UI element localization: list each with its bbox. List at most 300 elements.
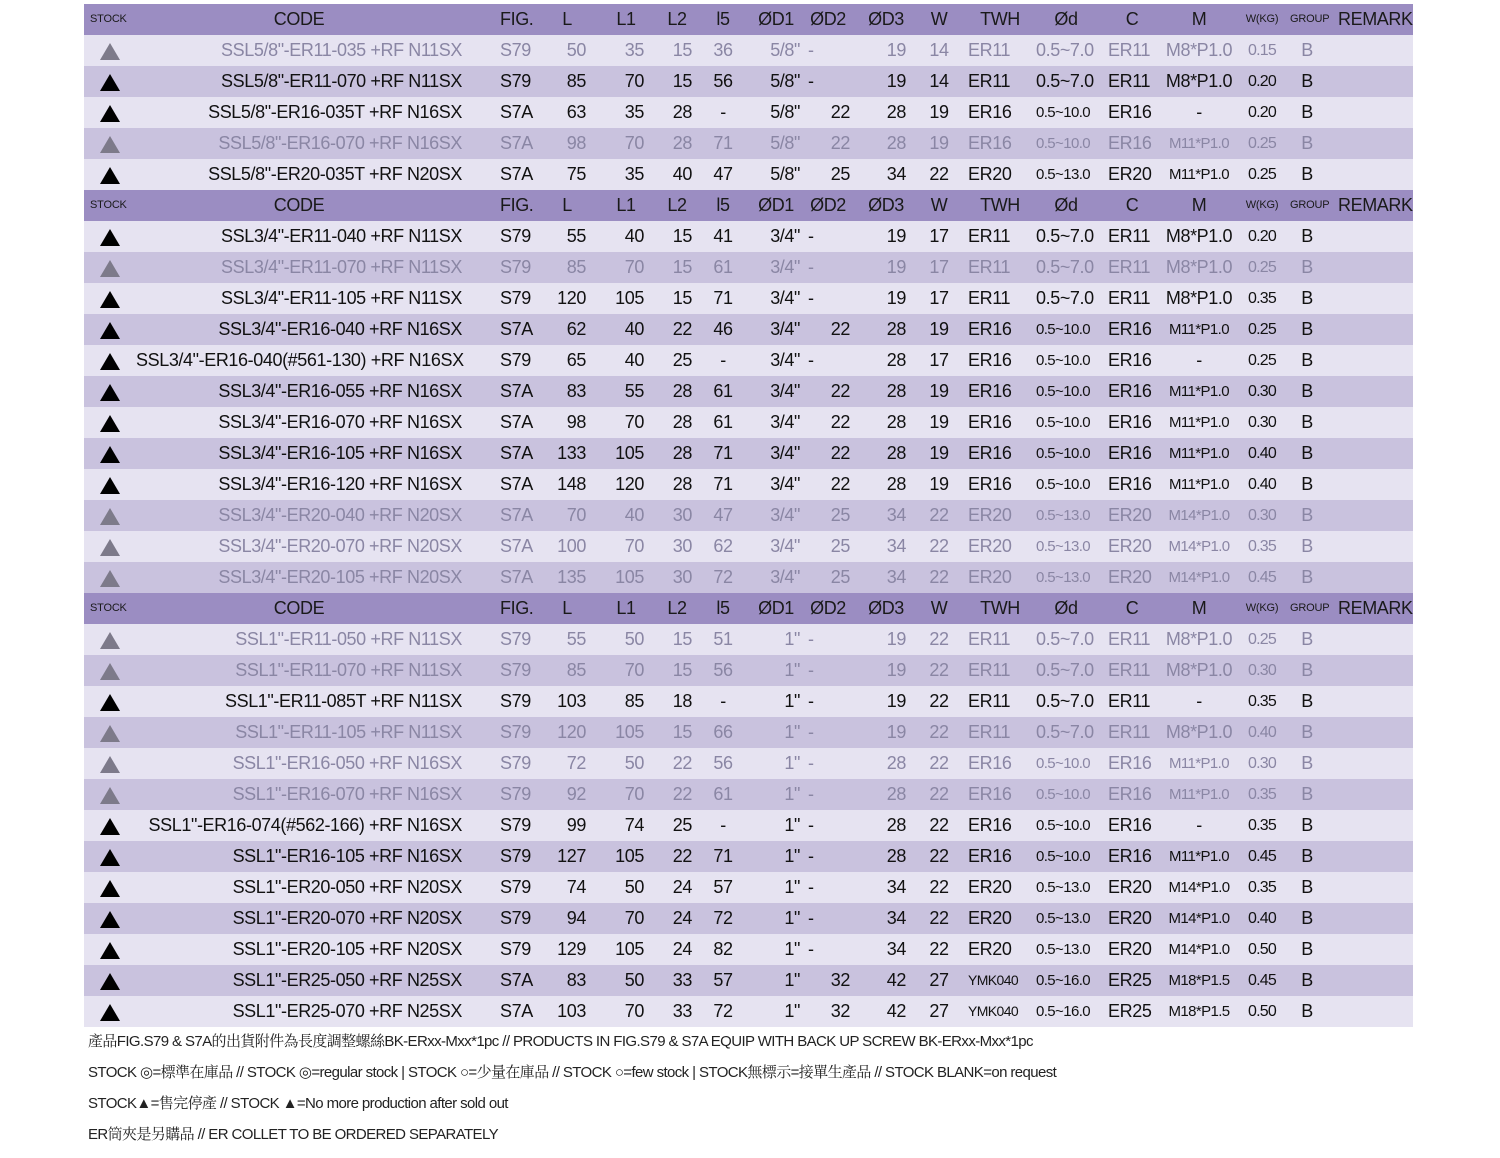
cell-w: 22 <box>929 164 949 184</box>
cell-m: M18*P1.5 <box>1168 972 1230 989</box>
table-row <box>84 655 1413 686</box>
cell-l1: 74 <box>624 815 644 835</box>
table-row <box>84 314 1413 345</box>
cell-fig: S79 <box>500 908 531 928</box>
cell-stock <box>84 686 136 717</box>
cell-l1: 35 <box>624 40 644 60</box>
cell-fig: S7A <box>500 443 533 463</box>
cell-group: B <box>1301 40 1313 60</box>
cell-d: 0.5~16.0 <box>1036 972 1091 989</box>
cell-l2: 24 <box>672 939 692 959</box>
cell-c: ER20 <box>1108 164 1152 184</box>
cell-l5: 66 <box>713 722 733 742</box>
cell-l: 98 <box>566 412 586 432</box>
cell-code: SSL1"-ER11-070 +RF N11SX <box>235 660 462 680</box>
cell-l1: 70 <box>624 257 644 277</box>
cell-d1: 1" <box>784 815 800 835</box>
cell-weight: 0.35 <box>1248 290 1276 307</box>
cell-w: 19 <box>929 133 949 153</box>
cell-d1: 3/4" <box>770 381 800 401</box>
cell-d3: 28 <box>886 474 906 494</box>
cell-m: M11*P1.0 <box>1169 445 1229 462</box>
cell-m: M8*P1.0 <box>1165 226 1233 246</box>
cell-l1: 35 <box>624 102 644 122</box>
cell-m: M11*P1.0 <box>1169 383 1229 400</box>
cell-group: B <box>1301 722 1313 742</box>
cell-stock <box>84 748 136 779</box>
cell-weight: 0.20 <box>1248 228 1276 245</box>
cell-twh: ER20 <box>968 567 1012 587</box>
cell-c: ER20 <box>1108 939 1152 959</box>
note-line: 產品FIG.S79 & S7A的出貨附件為長度調整螺絲BK-ERxx-Mxx*1pc // PRODUCTS IN FIG.S79 & S7A EQUIP WITH BACK UP SCREW BK-ERxx-Mxx*1pc <box>88 1033 1033 1050</box>
cell-d3: 42 <box>886 970 906 990</box>
header-code: CODE <box>273 9 325 29</box>
cell-l: 72 <box>566 753 586 773</box>
cell-twh: ER16 <box>968 815 1012 835</box>
table-row <box>84 686 1413 717</box>
cell-d1: 3/4" <box>770 412 800 432</box>
cell-code: SSL1"-ER16-070 +RF N16SX <box>232 784 462 804</box>
cell-l2: 25 <box>672 350 692 370</box>
cell-d: 0.5~7.0 <box>1036 629 1094 649</box>
cell-d3: 34 <box>886 567 906 587</box>
cell-w: 17 <box>929 257 949 277</box>
table-row <box>84 996 1413 1027</box>
cell-d2: - <box>808 660 814 680</box>
cell-fig: S79 <box>500 691 531 711</box>
header-group: GROUP <box>1290 602 1330 614</box>
cell-group: B <box>1301 71 1313 91</box>
cell-group: B <box>1301 877 1313 897</box>
triangle-icon <box>100 818 120 835</box>
triangle-icon <box>100 725 120 742</box>
cell-w: 22 <box>929 846 949 866</box>
triangle-icon <box>100 880 120 897</box>
cell-d: 0.5~13.0 <box>1036 910 1091 927</box>
cell-weight: 0.30 <box>1248 507 1276 524</box>
cell-c: ER16 <box>1108 784 1152 804</box>
cell-l: 63 <box>566 102 586 122</box>
header-stock: STOCK <box>90 13 127 25</box>
table-row <box>84 438 1413 469</box>
cell-d: 0.5~10.0 <box>1036 445 1091 462</box>
cell-stock <box>84 35 136 66</box>
note-line: STOCK ◎=標準在庫品 // STOCK ◎=regular stock | STOCK ○=少量在庫品 // STOCK ○=few stock | STOCK無標示=接單生產品 // STOCK BLANK=on request <box>88 1064 1057 1081</box>
cell-l2: 15 <box>672 40 692 60</box>
cell-stock <box>84 903 136 934</box>
cell-d2: 25 <box>830 567 850 587</box>
cell-d2: - <box>808 815 814 835</box>
cell-l2: 28 <box>672 412 692 432</box>
cell-d: 0.5~7.0 <box>1036 288 1094 308</box>
header-fig: FIG. <box>500 195 534 215</box>
cell-l1: 70 <box>624 1001 644 1021</box>
triangle-icon <box>100 663 120 680</box>
cell-d1: 3/4" <box>770 350 800 370</box>
cell-l1: 105 <box>615 939 644 959</box>
cell-l1: 40 <box>624 505 644 525</box>
cell-group: B <box>1301 474 1313 494</box>
cell-group: B <box>1301 815 1313 835</box>
cell-weight: 0.40 <box>1248 445 1276 462</box>
cell-weight: 0.30 <box>1248 414 1276 431</box>
header-l5: l5 <box>716 9 730 29</box>
cell-code: SSL1"-ER11-105 +RF N11SX <box>235 722 462 742</box>
cell-stock <box>84 376 136 407</box>
cell-l: 65 <box>566 350 586 370</box>
cell-d3: 28 <box>886 846 906 866</box>
cell-l5: 61 <box>713 784 733 804</box>
cell-c: ER16 <box>1108 815 1152 835</box>
cell-d1: 1" <box>784 660 800 680</box>
cell-d1: 3/4" <box>770 226 800 246</box>
cell-twh: ER16 <box>968 133 1012 153</box>
cell-fig: S79 <box>500 660 531 680</box>
cell-weight: 0.35 <box>1248 786 1276 803</box>
triangle-icon <box>100 353 120 370</box>
cell-l5: 57 <box>713 877 733 897</box>
triangle-icon <box>100 849 120 866</box>
cell-d1: 1" <box>784 722 800 742</box>
cell-stock <box>84 872 136 903</box>
table-row <box>84 35 1413 66</box>
cell-d1: 3/4" <box>770 505 800 525</box>
table-row <box>84 345 1413 376</box>
cell-stock <box>84 841 136 872</box>
cell-l5: 72 <box>713 908 733 928</box>
table-row <box>84 221 1413 252</box>
cell-d3: 34 <box>886 505 906 525</box>
cell-d3: 19 <box>886 71 906 91</box>
cell-fig: S7A <box>500 474 533 494</box>
cell-d2: - <box>808 71 814 91</box>
table-header-row <box>84 593 1413 624</box>
cell-l: 98 <box>566 133 586 153</box>
cell-stock <box>84 159 136 190</box>
cell-w: 22 <box>929 722 949 742</box>
cell-twh: ER11 <box>968 629 1011 649</box>
cell-m: M8*P1.0 <box>1165 71 1233 91</box>
cell-d1: 1" <box>784 970 800 990</box>
cell-w: 19 <box>929 443 949 463</box>
cell-twh: ER16 <box>968 412 1012 432</box>
cell-d2: - <box>808 350 814 370</box>
header-d3: ØD3 <box>868 195 904 215</box>
cell-c: ER11 <box>1108 257 1151 277</box>
cell-stock <box>84 934 136 965</box>
header-d2: ØD2 <box>810 598 846 618</box>
table-row <box>84 872 1413 903</box>
cell-w: 22 <box>929 939 949 959</box>
cell-l2: 15 <box>672 660 692 680</box>
cell-d1: 5/8" <box>770 40 800 60</box>
cell-stock <box>84 965 136 996</box>
triangle-icon <box>100 787 120 804</box>
cell-m: M11*P1.0 <box>1169 848 1229 865</box>
cell-l: 103 <box>557 1001 586 1021</box>
cell-d3: 42 <box>886 1001 906 1021</box>
cell-m: M18*P1.5 <box>1168 1003 1230 1020</box>
cell-l5: 56 <box>713 753 733 773</box>
cell-fig: S7A <box>500 164 533 184</box>
cell-code: SSL1"-ER16-050 +RF N16SX <box>232 753 462 773</box>
triangle-icon <box>100 43 120 60</box>
cell-code: SSL3/4"-ER16-105 +RF N16SX <box>218 443 462 463</box>
cell-l: 55 <box>566 629 586 649</box>
header-weight: W(KG) <box>1245 13 1279 25</box>
cell-l1: 40 <box>624 226 644 246</box>
cell-fig: S79 <box>500 629 531 649</box>
header-l5: l5 <box>716 598 730 618</box>
cell-m: M14*P1.0 <box>1168 941 1230 958</box>
cell-l5: 71 <box>713 288 733 308</box>
triangle-icon <box>100 446 120 463</box>
header-d: Ød <box>1054 9 1078 29</box>
cell-l5: - <box>720 350 726 370</box>
cell-l2: 33 <box>672 1001 692 1021</box>
cell-d1: 1" <box>784 877 800 897</box>
header-m: M <box>1191 9 1207 29</box>
cell-d3: 28 <box>886 319 906 339</box>
cell-l2: 22 <box>672 846 692 866</box>
cell-l2: 30 <box>672 567 692 587</box>
cell-d: 0.5~10.0 <box>1036 414 1091 431</box>
cell-l2: 24 <box>672 908 692 928</box>
cell-m: M8*P1.0 <box>1165 288 1233 308</box>
cell-fig: S79 <box>500 815 531 835</box>
cell-d1: 5/8" <box>770 71 800 91</box>
cell-d1: 5/8" <box>770 102 800 122</box>
header-group: GROUP <box>1290 199 1330 211</box>
cell-w: 22 <box>929 815 949 835</box>
cell-c: ER20 <box>1108 567 1152 587</box>
cell-twh: ER11 <box>968 226 1011 246</box>
cell-group: B <box>1301 1001 1313 1021</box>
cell-twh: ER20 <box>968 536 1012 556</box>
cell-l: 74 <box>566 877 586 897</box>
cell-stock <box>84 314 136 345</box>
cell-l: 94 <box>566 908 586 928</box>
cell-w: 22 <box>929 691 949 711</box>
cell-m: - <box>1196 350 1202 370</box>
cell-twh: ER11 <box>968 722 1011 742</box>
cell-weight: 0.35 <box>1248 879 1276 896</box>
cell-fig: S7A <box>500 319 533 339</box>
cell-l2: 15 <box>672 226 692 246</box>
cell-d: 0.5~10.0 <box>1036 104 1091 121</box>
cell-twh: ER20 <box>968 908 1012 928</box>
cell-d2: 22 <box>830 474 850 494</box>
cell-d1: 1" <box>784 846 800 866</box>
cell-l2: 28 <box>672 381 692 401</box>
cell-d2: - <box>808 226 814 246</box>
cell-fig: S79 <box>500 71 531 91</box>
cell-d2: 25 <box>830 505 850 525</box>
cell-l5: 71 <box>713 133 733 153</box>
cell-l5: 47 <box>713 505 733 525</box>
cell-fig: S7A <box>500 536 533 556</box>
cell-m: M14*P1.0 <box>1168 910 1230 927</box>
cell-l1: 70 <box>624 536 644 556</box>
cell-stock <box>84 252 136 283</box>
cell-l: 85 <box>566 257 586 277</box>
cell-l5: 56 <box>713 660 733 680</box>
cell-l5: 61 <box>713 412 733 432</box>
header-d3: ØD3 <box>868 598 904 618</box>
cell-l2: 40 <box>672 164 692 184</box>
cell-l1: 50 <box>624 877 644 897</box>
cell-w: 17 <box>929 226 949 246</box>
cell-d: 0.5~7.0 <box>1036 71 1094 91</box>
triangle-icon <box>100 756 120 773</box>
header-d1: ØD1 <box>758 598 794 618</box>
cell-l5: 51 <box>713 629 733 649</box>
cell-l5: 82 <box>713 939 733 959</box>
cell-l5: 56 <box>713 71 733 91</box>
cell-fig: S7A <box>500 102 533 122</box>
cell-group: B <box>1301 536 1313 556</box>
cell-code: SSL3/4"-ER11-040 +RF N11SX <box>221 226 462 246</box>
cell-c: ER16 <box>1108 753 1152 773</box>
cell-stock <box>84 500 136 531</box>
header-fig: FIG. <box>500 9 534 29</box>
cell-c: ER16 <box>1108 443 1152 463</box>
cell-l2: 30 <box>672 536 692 556</box>
cell-l2: 33 <box>672 970 692 990</box>
table-row <box>84 159 1413 190</box>
header-l2: L2 <box>667 195 687 215</box>
cell-d1: 1" <box>784 939 800 959</box>
cell-fig: S7A <box>500 970 533 990</box>
header-w: W <box>930 598 948 618</box>
triangle-icon <box>100 136 120 153</box>
cell-group: B <box>1301 288 1313 308</box>
cell-l5: 46 <box>713 319 733 339</box>
cell-d2: - <box>808 877 814 897</box>
cell-w: 19 <box>929 102 949 122</box>
cell-c: ER11 <box>1108 629 1151 649</box>
cell-fig: S79 <box>500 226 531 246</box>
cell-d3: 34 <box>886 536 906 556</box>
cell-l1: 120 <box>615 474 644 494</box>
cell-group: B <box>1301 970 1313 990</box>
cell-twh: ER16 <box>968 350 1012 370</box>
cell-group: B <box>1301 660 1313 680</box>
cell-d2: - <box>808 753 814 773</box>
cell-code: SSL1"-ER20-105 +RF N20SX <box>232 939 462 959</box>
cell-weight: 0.20 <box>1248 73 1276 90</box>
cell-l2: 22 <box>672 753 692 773</box>
cell-c: ER20 <box>1108 536 1152 556</box>
cell-l1: 105 <box>615 567 644 587</box>
cell-l: 75 <box>566 164 586 184</box>
cell-weight: 0.35 <box>1248 817 1276 834</box>
table-row <box>84 717 1413 748</box>
cell-weight: 0.25 <box>1248 321 1276 338</box>
cell-d2: 22 <box>830 381 850 401</box>
cell-l1: 70 <box>624 412 644 432</box>
cell-code: SSL1"-ER25-070 +RF N25SX <box>232 1001 462 1021</box>
cell-d: 0.5~13.0 <box>1036 166 1091 183</box>
cell-d3: 19 <box>886 40 906 60</box>
header-w: W <box>930 9 948 29</box>
cell-w: 19 <box>929 474 949 494</box>
header-remark: REMARK <box>1338 598 1413 618</box>
cell-l5: 72 <box>713 1001 733 1021</box>
header-c: C <box>1125 9 1139 29</box>
cell-weight: 0.15 <box>1248 42 1276 59</box>
cell-m: M11*P1.0 <box>1169 476 1229 493</box>
triangle-icon <box>100 1004 120 1021</box>
cell-d3: 28 <box>886 443 906 463</box>
cell-d2: 22 <box>830 412 850 432</box>
cell-l5: 71 <box>713 443 733 463</box>
cell-w: 14 <box>929 40 949 60</box>
cell-d3: 19 <box>886 226 906 246</box>
cell-weight: 0.50 <box>1248 1003 1276 1020</box>
header-l2: L2 <box>667 9 687 29</box>
cell-l2: 28 <box>672 133 692 153</box>
cell-code: SSL5/8"-ER16-035T +RF N16SX <box>208 102 462 122</box>
cell-d: 0.5~10.0 <box>1036 383 1091 400</box>
cell-m: M11*P1.0 <box>1169 414 1229 431</box>
cell-code: SSL1"-ER20-070 +RF N20SX <box>232 908 462 928</box>
table-row <box>84 66 1413 97</box>
cell-code: SSL3/4"-ER16-040(#561-130) +RF N16SX <box>136 350 464 370</box>
cell-code: SSL3/4"-ER16-120 +RF N16SX <box>218 474 462 494</box>
cell-twh: ER11 <box>968 288 1011 308</box>
cell-l5: - <box>720 815 726 835</box>
cell-fig: S7A <box>500 412 533 432</box>
table-row <box>84 283 1413 314</box>
cell-weight: 0.20 <box>1248 104 1276 121</box>
cell-group: B <box>1301 846 1313 866</box>
cell-c: ER25 <box>1108 1001 1152 1021</box>
cell-code: SSL3/4"-ER11-070 +RF N11SX <box>221 257 462 277</box>
cell-group: B <box>1301 412 1313 432</box>
cell-m: M14*P1.0 <box>1168 538 1230 555</box>
cell-d1: 5/8" <box>770 164 800 184</box>
cell-c: ER16 <box>1108 319 1152 339</box>
cell-group: B <box>1301 939 1313 959</box>
header-twh: TWH <box>980 9 1020 29</box>
cell-code: SSL3/4"-ER16-070 +RF N16SX <box>218 412 462 432</box>
cell-c: ER16 <box>1108 350 1152 370</box>
cell-c: ER16 <box>1108 102 1152 122</box>
cell-fig: S79 <box>500 846 531 866</box>
cell-l: 100 <box>557 536 586 556</box>
triangle-icon <box>100 291 120 308</box>
cell-code: SSL3/4"-ER11-105 +RF N11SX <box>221 288 462 308</box>
cell-d3: 19 <box>886 691 906 711</box>
cell-code: SSL1"-ER20-050 +RF N20SX <box>232 877 462 897</box>
cell-stock <box>84 469 136 500</box>
cell-d: 0.5~16.0 <box>1036 1003 1091 1020</box>
cell-stock <box>84 66 136 97</box>
cell-group: B <box>1301 784 1313 804</box>
cell-d: 0.5~10.0 <box>1036 817 1091 834</box>
cell-fig: S79 <box>500 288 531 308</box>
cell-d: 0.5~13.0 <box>1036 569 1091 586</box>
cell-l2: 22 <box>672 319 692 339</box>
cell-l5: 71 <box>713 474 733 494</box>
cell-m: M8*P1.0 <box>1165 629 1233 649</box>
cell-weight: 0.50 <box>1248 941 1276 958</box>
cell-w: 22 <box>929 908 949 928</box>
cell-l: 50 <box>566 40 586 60</box>
cell-d1: 3/4" <box>770 536 800 556</box>
cell-c: ER11 <box>1108 226 1151 246</box>
